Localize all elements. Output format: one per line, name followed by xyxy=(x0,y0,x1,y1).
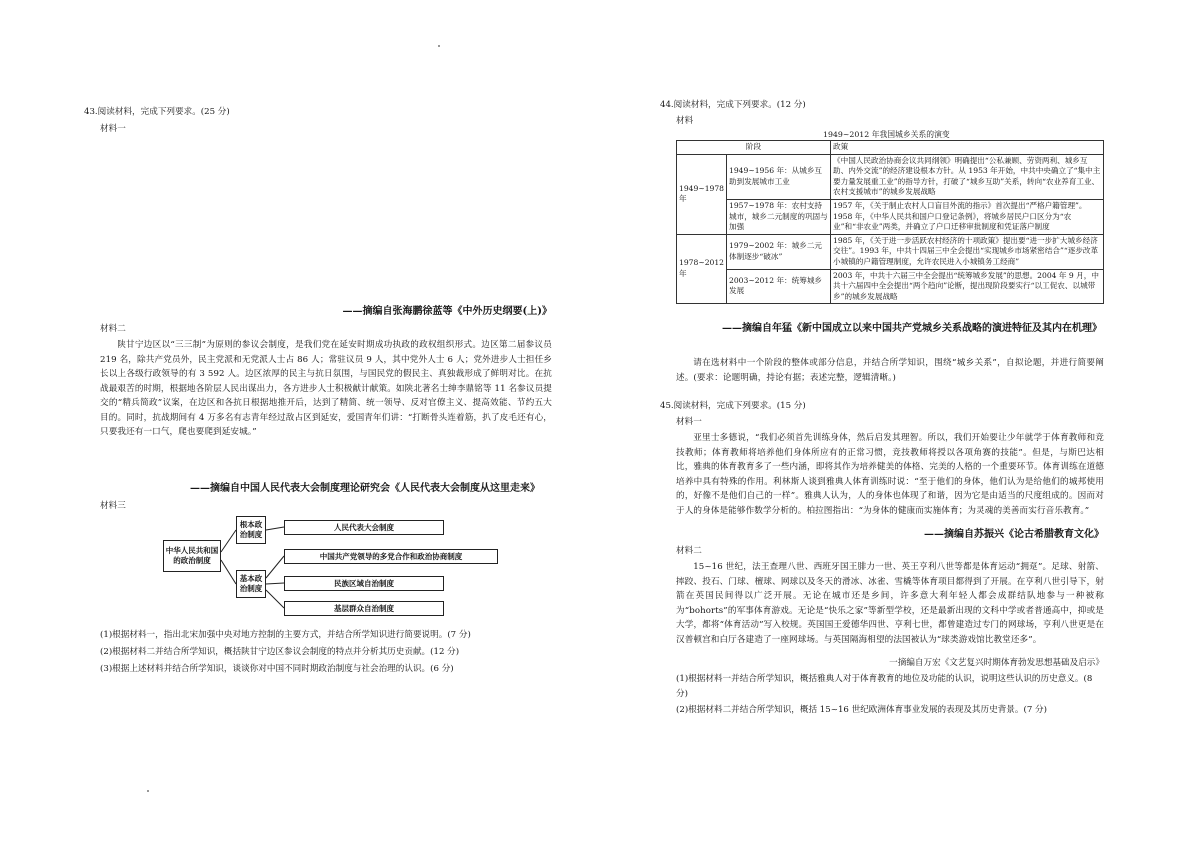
table-era-2: 1978~2012 年 xyxy=(677,234,727,304)
diagram-root-box: 中华人民共和国的政治制度 xyxy=(163,540,221,572)
table-row xyxy=(677,154,1104,199)
q44-material-label: 材料 xyxy=(676,116,694,126)
q43-material-3-label: 材料三 xyxy=(100,501,126,511)
table-era-1: 1949~1978 年 xyxy=(677,154,727,234)
table-header-stage: 阶段 xyxy=(677,141,831,155)
table-stage-cell: 2003~2012 年：统筹城乡发展 xyxy=(727,269,831,304)
q43-sub-question-2: (2)根据材料二并结合所学知识，概括陕甘宁边区参议会制度的特点并分析其历史贡献。(12 分) xyxy=(100,647,460,657)
table-header-policy: 政策 xyxy=(831,141,1104,155)
q44-heading: 44.阅读材料，完成下列要求。(12 分) xyxy=(660,100,806,110)
q43-sub-question-3: (3)根据上述材料并结合所学知识，谈谈你对中国不同时期政治制度与社会治理的认识。(6 分) xyxy=(100,664,454,674)
political-system-diagram xyxy=(84,0,552,848)
q45-sub-question-1: (1)根据材料一并结合所学知识，概括雅典人对于体育教育的地位及功能的认识，说明这些认识的历史意义。(8 分) xyxy=(676,674,1093,699)
q45-material-1-text: 亚里士多德说，“我们必须首先训练身体，然后启发其理智。所以，我们开始要让少年就学于体育教师和竞技教师；体育教师将培养他们身体所应有的正常习惯，竞技教师将授以各项角赛的技能”。但是，与斯巴达相比，雅典的体育教育多了一些内涵，即将其作为培养健美的体格、完美的人格的一个重要环节。体育训练在道德培养中具有特殊的作用。利林斯人谈到雅典人体育训练时说：“至于他们的身体，他们认为是给他们的城邦使用的，好像不是他们自己的一样”。雅典人认为，人的身体也体现了和谐，因为它是由适当的尺度组成的。因而对于人的身体是能够作数学分析的。柏拉图指出：“为身体的健康而实施体育；为灵魂的美善而实行音乐教育。” xyxy=(676,433,1104,516)
q43-heading: 43.阅读材料，完成下列要求。(25 分) xyxy=(84,107,230,117)
table-policy-cell: 2003 年，中共十六届三中全会提出“统筹城乡发展”的思想。2004 年 9 月，中共十六届四中全会提出“两个趋向”论断，提出现阶段要实行“以工促农、以城带乡”的城乡发展战略 xyxy=(831,269,1104,304)
table-policy-cell: 1957 年，《关于制止农村人口盲目外流的指示》首次提出“严格户籍管理”。1958 年，《中华人民共和国户口登记条例》，将城乡居民户口区分为“农业”和“非农业”两类，并确立了户口迁移审批制度和凭证落户制度 xyxy=(831,199,1104,234)
q45-material-2-label: 材料二 xyxy=(676,546,702,556)
diagram-fundamental-box: 根本政治制度 xyxy=(236,516,266,544)
q44-prompt: 请在选材料中一个阶段的整体或部分信息，并结合所学知识，围绕“城乡关系”，自拟论题，并进行简要阐述。(要求：论题明确，持论有据；表述完整，逻辑清晰。) xyxy=(676,358,1104,383)
diagram-connectors xyxy=(84,0,552,848)
q44-source: ——摘编自年猛《新中国成立以来中国共产党城乡关系战略的演进特征及其内在机理》 xyxy=(722,323,1102,334)
diagram-autonomy-box: 民族区域自治制度 xyxy=(284,576,444,591)
q45-material-2-source: 一摘编自万宏《文艺复兴时期体育勃发思想基础及启示》 xyxy=(889,658,1104,668)
diagram-grassroots-box: 基层群众自治制度 xyxy=(284,601,444,616)
q43-material-1-source: ——摘编自张海鹏徐蓝等《中外历史纲要(上)》 xyxy=(342,306,552,317)
q45-material-1-label: 材料一 xyxy=(676,417,702,427)
urban-rural-table xyxy=(676,140,1104,304)
diagram-cppcc-box: 中国共产党领导的多党合作和政治协商制度 xyxy=(284,549,498,564)
q43-material-2-source: ——摘编自中国人民代表大会制度理论研究会《人民代表大会制度从这里走来》 xyxy=(190,483,540,494)
q44-table-title: 1949~2012 年我国城乡关系的演变 xyxy=(823,130,950,139)
table-policy-cell: 1985 年，《关于进一步活跃农村经济的十项政策》提出要“进一步扩大城乡经济交往”。1993 年，中共十四届三中全会提出“实现城乡市场紧密结合”“逐步改革小城镇的户籍管理制度，允许农民进入小城镇务工经商” xyxy=(831,234,1104,269)
diagram-npc-box: 人民代表大会制度 xyxy=(284,520,444,535)
q43-material-2-text: 陕甘宁边区以“三三制”为原则的参议会制度，是我们党在延安时期成功执政的政权组织形式。边区第二届参议员 219 名，除共产党员外，民主党派和无党派人士占 86 人；常驻议员 9 人，其中党外人士 6 人；党外进步人士担任乡长以上各级行政领导的有 3 592 人。边区浓厚的民主与抗日氛围，与国民党的假民主、真独裁形成了鲜明对比。在抗战最艰苦的时期，根据地各阶层人民出谋出力，各方进步人士积极献计献策。如陕北著名士绅李鼎铭等 11 名参议员提交的“精兵简政”议案，在边区和各抗日根据地推开后，达到了精简、统一领导、反对官僚主义、提高效能、节约五大目的。同时，抗战期间有 4 万多名有志青年经过敌占区到延安，爱国青年们讲：“打断骨头连着筋，扒了皮毛还有心，只要我还有一口气，爬也要爬到延安城。” xyxy=(100,340,552,437)
q43-material-1-label: 材料一 xyxy=(100,124,126,134)
table-stage-cell: 1949~1956 年：从城乡互助到发展城市工业 xyxy=(727,154,831,199)
table-header-row xyxy=(677,141,1104,155)
q45-material-1-source: ——摘编自苏振兴《论古希腊教育文化》 xyxy=(924,529,1104,540)
table-stage-cell: 1979~2002 年：城乡二元体制逐步“破冰” xyxy=(727,234,831,269)
table-stage-cell: 1957~1978 年：农村支持城市，城乡二元制度的巩固与加强 xyxy=(727,199,831,234)
table-policy-cell: 《中国人民政治协商会议共同纲领》明确提出“公私兼顾、劳资两利、城乡互助、内外交流”的经济建设根本方针。从 1953 年开始，中共中央确立了“集中主要力量发展重工业”的指导方针，打破了“城乡互助”关系，转向“农业养育工业、农村支援城市”的城乡发展战略 xyxy=(831,154,1104,199)
table-row xyxy=(677,234,1104,269)
q45-heading: 45.阅读材料，完成下列要求。(15 分) xyxy=(660,401,806,411)
diagram-basic-box: 基本政治制度 xyxy=(236,570,266,598)
table-row xyxy=(677,269,1104,304)
q43-material-2-label: 材料二 xyxy=(100,324,126,334)
table-row xyxy=(677,199,1104,234)
q45-material-2-text: 15~16 世纪，法王查理八世、西班牙国王腓力一世、英王亨利八世等都是体育运动“拥趸”。足球、射箭、摔跤、投石、门球、檀球、网球以及冬天的滑冰、冰雀、雪橇等体育项目都得到了开展。在亨利八世引导下，射箭在英国民间得以广泛开展。无论在城市还是乡间，许多意大利年轻人都会成群结队地参与一种被称为“bohorts”的军事体育游戏。无论是“快乐之家”等新型学校，还是最新出现的文科中学或者普通高中，抑或是大学，都将“体育活动”写入校规。英国国王爱德华四世、亨利七世，都曾建造过专门的网球场，亨利八世更是在汉普顿宫和白厅各建造了一座网球场。与英国隔海相望的法国被认为“球类游戏馆比教堂还多”。 xyxy=(676,562,1104,645)
q45-sub-question-2: (2)根据材料二并结合所学知识，概括 15~16 世纪欧洲体育事业发展的表现及其历史背景。(7 分) xyxy=(676,705,1047,715)
q43-sub-question-1: (1)根据材料一，指出北宋加强中央对地方控制的主要方式，并结合所学知识进行简要说明。(7 分) xyxy=(100,630,471,640)
